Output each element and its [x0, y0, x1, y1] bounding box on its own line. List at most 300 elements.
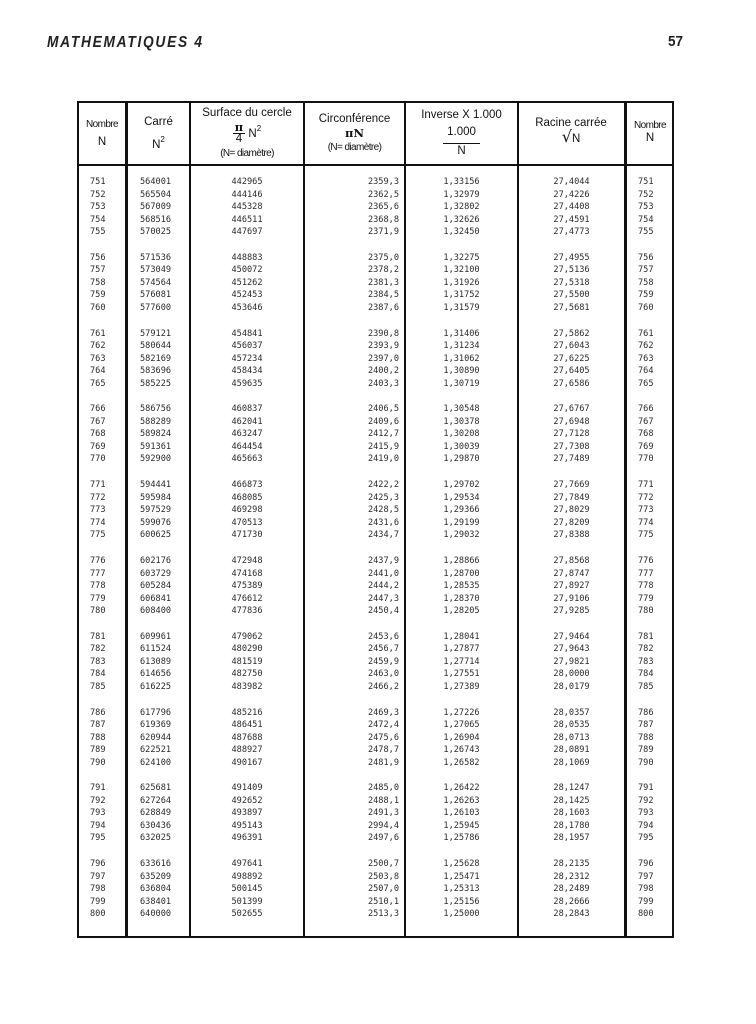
area-cell: 493897 [231, 808, 263, 819]
area-cell: 475389 [231, 581, 263, 591]
row-group [306, 176, 399, 239]
square-root-cell: 28,0357 [553, 707, 590, 718]
area-cell: 464454 [231, 441, 263, 452]
number-cell: 769 [90, 441, 106, 452]
circumference-cell: 2371,9 [367, 227, 399, 237]
row-group [306, 328, 399, 391]
row-group [130, 858, 198, 921]
inverse-cell: 1,32802 [443, 202, 480, 212]
number-cell: 777 [90, 568, 106, 579]
inverse-cell: 1,27714 [443, 656, 480, 667]
circumference-cell: 2463,0 [367, 669, 399, 680]
inverse-cell: 1,30890 [443, 366, 480, 377]
number-cell: 752 [90, 189, 106, 200]
area-cell: 445328 [231, 202, 263, 212]
number-cell: 762 [90, 341, 106, 352]
square-root-cell: 27,7849 [553, 492, 590, 503]
area-cell: 488927 [231, 745, 263, 756]
square-cell: 625681 [140, 783, 172, 794]
square-root-cell: 27,6405 [553, 366, 590, 377]
square-cell: 576081 [140, 290, 172, 301]
row-group [306, 858, 399, 921]
square-root-cell: 28,0713 [553, 732, 590, 743]
area-cell: 446511 [231, 214, 263, 225]
square-cell: 573049 [140, 265, 172, 276]
number-cell: 782 [90, 644, 106, 655]
square-root-cell: 28,1247 [553, 783, 590, 794]
square-cell: 570025 [140, 227, 172, 237]
square-root-cell: 27,6043 [553, 341, 590, 352]
number-cell: 795 [90, 833, 106, 844]
area-cell: 447697 [231, 227, 263, 237]
row-group [130, 252, 198, 315]
number-cell-right: 760 [638, 302, 654, 313]
inverse-cell: 1,31579 [443, 302, 480, 313]
header-label: Nombre [634, 120, 666, 131]
area-cell: 482750 [231, 669, 263, 680]
circumference-cell: 2428,5 [367, 505, 399, 516]
inverse-cell: 1,30548 [443, 404, 480, 415]
square-cell: 624100 [140, 757, 172, 768]
inverse-cell: 1,26582 [443, 757, 480, 768]
number-cell: 788 [90, 732, 106, 743]
area-cell: 450072 [231, 265, 263, 276]
square-root-cell: 27,4408 [553, 202, 590, 212]
circumference-cell: 2419,0 [367, 454, 399, 465]
inverse-cell: 1,28370 [443, 593, 480, 604]
number-cell-right: 766 [638, 404, 654, 415]
circumference-cell: 2441,0 [367, 568, 399, 579]
square-root-cell: 28,1069 [553, 757, 590, 768]
number-cell-right: 780 [638, 606, 654, 616]
square-root-cell: 27,4226 [553, 189, 590, 200]
square-root-cell: 28,2135 [553, 859, 590, 870]
square-root-cell: 28,0000 [553, 669, 590, 680]
number-cell-right: 759 [638, 290, 654, 301]
area-cell: 459635 [231, 378, 263, 389]
row-group [407, 782, 516, 845]
inverse-cell: 1,27226 [443, 707, 480, 718]
inverse-cell: 1,29870 [443, 454, 480, 465]
row-group [80, 555, 130, 618]
row-group [628, 252, 682, 315]
header-note: (N= diamètre) [327, 142, 382, 153]
row-group [130, 403, 198, 466]
row-group [130, 782, 198, 845]
header-label: Nombre [86, 119, 118, 130]
area-cell: 470513 [231, 517, 263, 528]
inverse-cell: 1,25786 [443, 833, 480, 844]
row-group [520, 707, 623, 770]
square-cell: 567009 [140, 202, 172, 212]
number-cell-right: 796 [638, 859, 654, 870]
row-group [192, 555, 302, 618]
circumference-cell: 2453,6 [367, 631, 399, 642]
number-cell-right: 779 [638, 593, 654, 604]
inverse-cell: 1,31234 [443, 341, 480, 352]
square-cell: 635209 [140, 871, 172, 882]
square-root-cell: 27,5500 [553, 290, 590, 301]
row-group [80, 479, 130, 542]
square-cell: 589824 [140, 429, 172, 440]
row-group [130, 176, 198, 239]
circumference-cell: 2431,6 [367, 517, 399, 528]
header-area: Surface du cercle $\frac{\pi}{4}$ $N^2$ (N= diamètre) [202, 106, 292, 160]
row-group [192, 707, 302, 770]
number-cell: 793 [90, 808, 106, 819]
circumference-cell: 2510,1 [367, 896, 399, 907]
number-cell: 760 [90, 302, 106, 313]
inverse-cell: 1,27877 [443, 644, 480, 655]
inverse-cell: 1,32275 [443, 252, 480, 263]
inverse-cell: 1,25000 [443, 909, 480, 920]
row-group [80, 176, 130, 239]
inverse-cell: 1,25945 [443, 820, 480, 831]
number-cell: 786 [90, 707, 106, 718]
square-cell: 586756 [140, 404, 172, 415]
number-cell: 800 [90, 909, 106, 920]
page-number: 57 [668, 33, 684, 50]
number-cell: 756 [90, 252, 106, 263]
square-cell: 632025 [140, 833, 172, 844]
inverse-cell: 1,25471 [443, 871, 480, 882]
inverse-cell: 1,29032 [443, 530, 480, 541]
square-cell: 609961 [140, 631, 172, 642]
header-symbol: N [152, 138, 161, 151]
row-group [192, 252, 302, 315]
area-cell: 444146 [231, 189, 263, 200]
square-root-cell: 28,1957 [553, 833, 590, 844]
inverse-cell: 1,32979 [443, 189, 480, 200]
row-group [407, 707, 516, 770]
square-root-cell: 27,9285 [553, 606, 590, 616]
column-divider [303, 101, 305, 938]
area-cell: 492652 [231, 795, 263, 806]
inverse-cell: 1,31406 [443, 328, 480, 339]
number-cell-right: 763 [638, 353, 654, 364]
square-cell: 636804 [140, 884, 172, 895]
number-cell-right: 790 [638, 757, 654, 768]
header-label: Inverse X 1.000 [421, 108, 502, 121]
row-group [407, 479, 516, 542]
inverse-cell: 1,28535 [443, 581, 480, 591]
square-root-cell: 27,5318 [553, 277, 590, 288]
square-cell: 592900 [140, 454, 172, 465]
row-group [407, 631, 516, 694]
row-group [520, 328, 623, 391]
row-group [628, 631, 682, 694]
number-cell-right: 773 [638, 505, 654, 516]
square-root-cell: 27,6586 [553, 378, 590, 389]
row-group [306, 707, 399, 770]
number-cell: 753 [90, 202, 106, 212]
number-cell-right: 798 [638, 884, 654, 895]
row-group [192, 631, 302, 694]
row-group [520, 252, 623, 315]
square-root-cell: 28,0535 [553, 720, 590, 731]
inverse-cell: 1,26904 [443, 732, 480, 743]
circumference-cell: 2994,4 [367, 820, 399, 831]
number-cell: 791 [90, 783, 106, 794]
inverse-cell: 1,25156 [443, 896, 480, 907]
square-cell: 622521 [140, 745, 172, 756]
header-circumference [305, 103, 404, 164]
square-root-cell: 27,7128 [553, 429, 590, 440]
square-cell: 597529 [140, 505, 172, 516]
square-cell: 564001 [140, 177, 172, 187]
number-cell-right: 771 [638, 480, 654, 491]
area-cell: 496391 [231, 833, 263, 844]
square-cell: 640000 [140, 909, 172, 920]
number-cell: 785 [90, 681, 106, 692]
square-cell: 600625 [140, 530, 172, 541]
circumference-cell: 2485,0 [367, 783, 399, 794]
square-root-cell: 27,8568 [553, 556, 590, 566]
row-group [520, 858, 623, 921]
square-root-cell: 27,7308 [553, 441, 590, 452]
area-cell: 452453 [231, 290, 263, 301]
row-group [306, 479, 399, 542]
header-fraction: $\frac{\pi}{4}$ [234, 120, 244, 146]
number-cell-right: 767 [638, 416, 654, 427]
row-group [80, 858, 130, 921]
square-root-cell: 28,1425 [553, 795, 590, 806]
area-cell: 490167 [231, 757, 263, 768]
circumference-cell: 2475,6 [367, 732, 399, 743]
row-group [192, 176, 302, 239]
circumference-cell: 2450,4 [367, 606, 399, 616]
inverse-cell: 1,32626 [443, 214, 480, 225]
row-group [628, 176, 682, 239]
area-cell: 442965 [231, 177, 263, 187]
area-cell: 502655 [231, 909, 263, 920]
inverse-cell: 1,32100 [443, 265, 480, 276]
inverse-cell: 1,25628 [443, 859, 480, 870]
square-cell: 628849 [140, 808, 172, 819]
circumference-cell: 2397,0 [367, 353, 399, 364]
number-cell: 768 [90, 429, 106, 440]
row-group [407, 555, 516, 618]
row-group [80, 707, 130, 770]
row-group [306, 782, 399, 845]
circumference-cell: 2409,6 [367, 416, 399, 427]
circumference-cell: 2400,2 [367, 366, 399, 377]
square-root-cell: 27,5862 [553, 328, 590, 339]
square-root-cell: 28,0179 [553, 681, 590, 692]
header-number-right [627, 103, 673, 164]
square-cell: 585225 [140, 378, 172, 389]
square-cell: 620944 [140, 732, 172, 743]
row-group [407, 328, 516, 391]
number-cell-right: 786 [638, 707, 654, 718]
circumference-cell: 2387,6 [367, 302, 399, 313]
inverse-cell: 1,29534 [443, 492, 480, 503]
square-root-cell: 27,5681 [553, 302, 590, 313]
inverse-cell: 1,33156 [443, 177, 480, 187]
header-number-left [79, 103, 125, 164]
row-group [306, 403, 399, 466]
number-cell: 774 [90, 517, 106, 528]
number-cell-right: 753 [638, 202, 654, 212]
header-label: Carré [144, 115, 173, 128]
number-cell-right: 785 [638, 681, 654, 692]
area-cell: 474168 [231, 568, 263, 579]
row-group [80, 252, 130, 315]
number-cell: 766 [90, 404, 106, 415]
row-group [628, 707, 682, 770]
square-cell: 583696 [140, 366, 172, 377]
row-group [80, 631, 130, 694]
inverse-cell: 1,31926 [443, 277, 480, 288]
number-cell: 754 [90, 214, 106, 225]
row-group [628, 782, 682, 845]
circumference-cell: 2459,9 [367, 656, 399, 667]
square-cell: 599076 [140, 517, 172, 528]
circumference-cell: 2481,9 [367, 757, 399, 768]
area-cell: 454841 [231, 328, 263, 339]
inverse-cell: 1,30719 [443, 378, 480, 389]
square-root-cell: 27,9106 [553, 593, 590, 604]
number-cell-right: 781 [638, 631, 654, 642]
area-cell: 486451 [231, 720, 263, 731]
number-cell: 771 [90, 480, 106, 491]
number-cell: 767 [90, 416, 106, 427]
number-cell-right: 757 [638, 265, 654, 276]
row-group [130, 479, 198, 542]
inverse-cell: 1,30378 [443, 416, 480, 427]
square-root-cell: 27,6767 [553, 404, 590, 415]
inverse-cell: 1,28041 [443, 631, 480, 642]
circumference-cell: 2384,5 [367, 290, 399, 301]
number-cell-right: 751 [638, 177, 654, 187]
number-cell: 798 [90, 884, 106, 895]
number-cell: 792 [90, 795, 106, 806]
number-cell: 790 [90, 757, 106, 768]
row-group [306, 555, 399, 618]
square-cell: 638401 [140, 896, 172, 907]
area-cell: 466873 [231, 480, 263, 491]
number-cell-right: 762 [638, 341, 654, 352]
circumference-cell: 2491,3 [367, 808, 399, 819]
square-cell: 611524 [140, 644, 172, 655]
header-fraction: $\frac{1.000}{N}$ [443, 125, 480, 159]
area-cell: 462041 [231, 416, 263, 427]
row-group [520, 176, 623, 239]
circumference-cell: 2472,4 [367, 720, 399, 731]
row-group [520, 555, 623, 618]
square-cell: 594441 [140, 480, 172, 491]
number-cell: 799 [90, 896, 106, 907]
square-root-cell: 28,0891 [553, 745, 590, 756]
area-cell: 480290 [231, 644, 263, 655]
inverse-cell: 1,26263 [443, 795, 480, 806]
area-cell: 497641 [231, 859, 263, 870]
circumference-cell: 2444,2 [367, 581, 399, 591]
area-cell: 451262 [231, 277, 263, 288]
number-cell: 784 [90, 669, 106, 680]
circumference-cell: 2434,7 [367, 530, 399, 541]
number-cell: 779 [90, 593, 106, 604]
number-cell-right: 794 [638, 820, 654, 831]
row-group [192, 858, 302, 921]
number-cell-right: 755 [638, 227, 654, 237]
circumference-cell: 2456,7 [367, 644, 399, 655]
circumference-cell: 2375,0 [367, 252, 399, 263]
running-head: MATHEMATIQUES 4 [47, 34, 204, 51]
number-cell: 775 [90, 530, 106, 541]
header-square-root: Racine carrée √N [535, 117, 607, 146]
row-group [628, 403, 682, 466]
inverse-cell: 1,26743 [443, 745, 480, 756]
area-cell: 458434 [231, 366, 263, 377]
number-cell: 781 [90, 631, 106, 642]
inverse-cell: 1,27065 [443, 720, 480, 731]
number-cell: 783 [90, 656, 106, 667]
square-cell: 571536 [140, 252, 172, 263]
circumference-cell: 2368,8 [367, 214, 399, 225]
circumference-cell: 2406,5 [367, 404, 399, 415]
number-cell: 765 [90, 378, 106, 389]
area-cell: 479062 [231, 631, 263, 642]
circumference-cell: 2362,5 [367, 189, 399, 200]
number-cell-right: 768 [638, 429, 654, 440]
circumference-cell: 2415,9 [367, 441, 399, 452]
header-symbol: N [97, 136, 107, 148]
number-cell-right: 761 [638, 328, 654, 339]
area-cell: 471730 [231, 530, 263, 541]
inverse-cell: 1,29199 [443, 517, 480, 528]
row-group [192, 479, 302, 542]
number-cell: 780 [90, 606, 106, 616]
number-cell-right: 754 [638, 214, 654, 225]
header-label: Circonférence [318, 113, 391, 125]
square-cell: 617796 [140, 707, 172, 718]
square-root-cell: 27,4955 [553, 252, 590, 263]
number-cell-right: 770 [638, 454, 654, 465]
inverse-cell: 1,31752 [443, 290, 480, 301]
square-cell: 613089 [140, 656, 172, 667]
square-root-cell: 28,2312 [553, 871, 590, 882]
circumference-cell: 2507,0 [367, 884, 399, 895]
area-cell: 469298 [231, 505, 263, 516]
row-group [407, 176, 516, 239]
number-cell-right: 782 [638, 644, 654, 655]
header-label: Racine carrée [535, 117, 607, 129]
inverse-cell: 1,29702 [443, 480, 480, 491]
area-cell: 460837 [231, 404, 263, 415]
square-root-cell: 27,6225 [553, 353, 590, 364]
row-group [628, 858, 682, 921]
square-cell: 602176 [140, 556, 172, 566]
inverse-cell: 1,26422 [443, 783, 480, 794]
number-cell: 796 [90, 859, 106, 870]
circumference-cell: 2437,9 [367, 556, 399, 566]
row-group [130, 707, 198, 770]
circumference-cell: 2513,3 [367, 909, 399, 920]
circumference-cell: 2412,7 [367, 429, 399, 440]
square-root-cell: 27,8927 [553, 581, 590, 591]
circumference-cell: 2425,3 [367, 492, 399, 503]
circumference-cell: 2469,3 [367, 707, 399, 718]
square-cell: 603729 [140, 568, 172, 579]
row-group [80, 782, 130, 845]
row-group [192, 328, 302, 391]
square-cell: 630436 [140, 820, 172, 831]
row-group [192, 403, 302, 466]
area-cell: 472948 [231, 556, 263, 566]
inverse-cell: 1,28700 [443, 568, 480, 579]
number-cell: 789 [90, 745, 106, 756]
